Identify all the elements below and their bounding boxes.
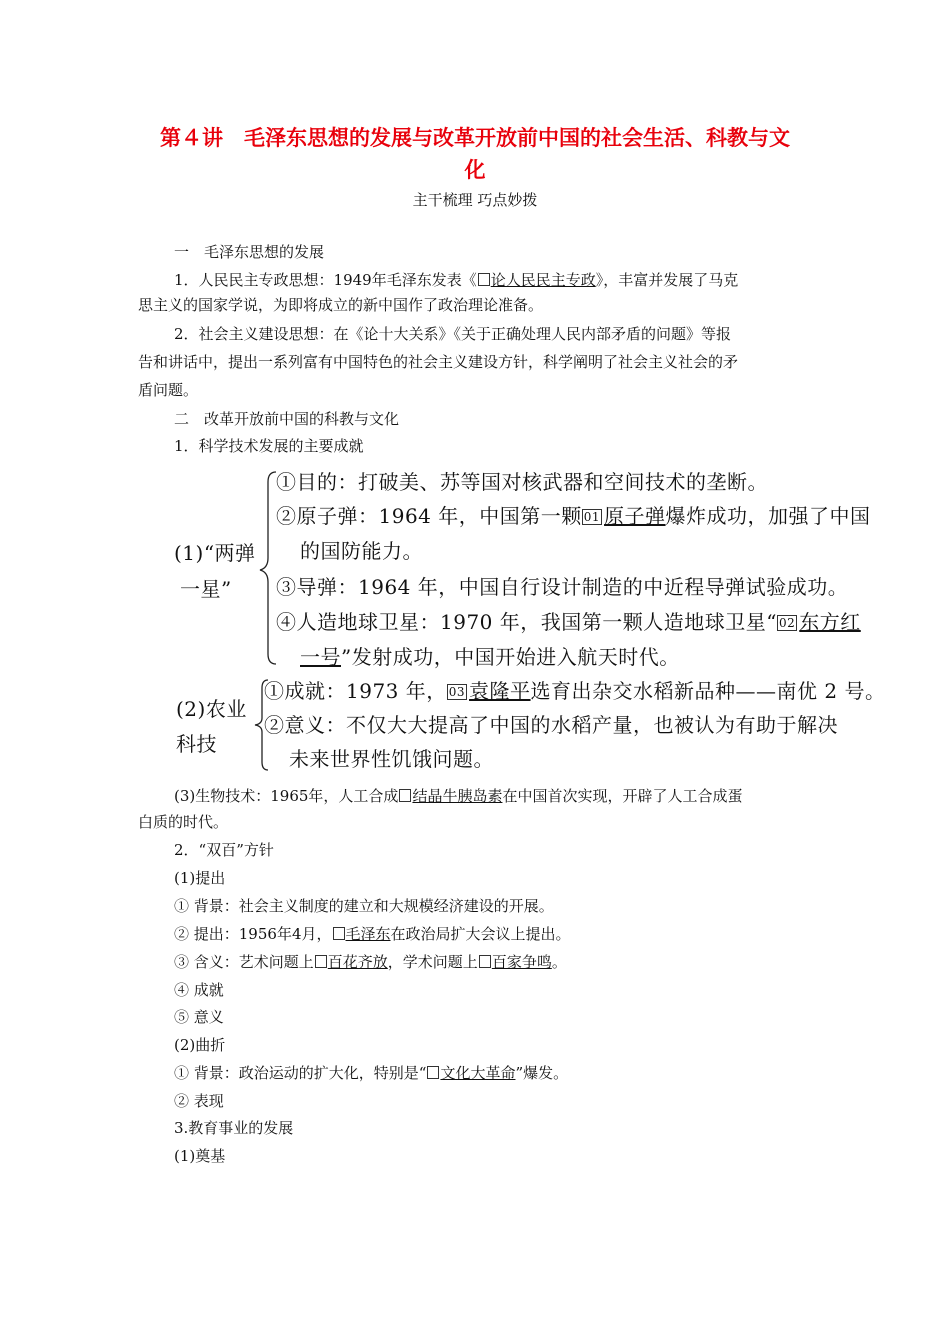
liangdan-item-3: ③导弹：1964 年，中国自行设计制造的中近程导弹试验成功。 — [276, 575, 849, 599]
liangdan-item-4-line-2: 一号”发射成功，中国开始进入航天时代。 — [300, 645, 680, 669]
answer-underlined: 百花齐放 — [327, 953, 388, 971]
blank-number-01: 01 — [583, 510, 601, 524]
paragraph-2-line-1: 2．社会主义建设思想：在《论十大关系》《关于正确处理人民内部矛盾的问题》等报 — [174, 325, 732, 343]
shuangbai-item-1c: ③ 含义：艺术问题上 百花齐放，学术问题上 百家争鸣。 — [174, 953, 567, 971]
agri-label-line-1: (2)农业 — [176, 697, 247, 721]
blank-box-icon — [399, 789, 411, 802]
shuangbai-subheading-1: (1)提出 — [174, 869, 226, 887]
agri-item-2-line-1: ②意义：不仅大大提高了中国的水稻产量，也被认为有助于解决 — [264, 713, 838, 737]
education-heading: 3.教育事业的发展 — [174, 1119, 294, 1137]
paragraph-1-line-2: 思主义的国家学说，为即将成立的新中国作了政治理论准备。 — [138, 296, 544, 314]
shuangbai-item-1a: ① 背景：社会主义制度的建立和大规模经济建设的开展。 — [174, 897, 554, 915]
paragraph-2-line-2: 告和讲话中，提出一系列富有中国特色的社会主义建设方针，科学阐明了社会主义社会的矛 — [138, 353, 739, 371]
blank-box-icon — [315, 955, 327, 968]
section-2-heading: 二 改革开放前中国的科教与文化 — [174, 410, 400, 428]
shuangbai-item-2b: ② 表现 — [174, 1092, 224, 1110]
answer-underlined: 袁隆平 — [469, 679, 531, 703]
agri-item-2-line-2: 未来世界性饥饿问题。 — [289, 747, 494, 771]
paragraph-2-line-3: 盾问题。 — [138, 381, 199, 399]
answer-underlined: 论人民民主专政 — [490, 271, 596, 289]
liangdan-item-2-line-1: ②原子弹：1964 年，中国第一颗 01 原子弹爆炸成功，加强了中国 — [276, 504, 871, 528]
shuangbai-item-1e: ⑤ 意义 — [174, 1008, 224, 1026]
lesson-title — [120, 122, 830, 186]
answer-underlined: 结晶牛胰岛素 — [412, 787, 503, 805]
answer-underlined: 东方红 — [799, 610, 861, 634]
paragraph-1-line-1: 1．人民民主专政思想：1949年毛泽东发表《 论人民民主专政》，丰富并发展了马克 — [174, 271, 739, 289]
title-line-2: 化 — [464, 158, 486, 182]
shuangbai-item-2a: ① 背景：政治运动的扩大化，特别是“ 文化大革命”爆发。 — [174, 1064, 569, 1082]
blank-number-02: 02 — [778, 616, 796, 630]
bio-line-1: (3)生物技术：1965年，人工合成 结晶牛胰岛素在中国首次实现，开辟了人工合成蛋 — [174, 787, 743, 805]
blank-box-icon — [427, 1066, 439, 1079]
blank-number-03: 03 — [448, 685, 466, 699]
subtitle: 主干梳理 巧点妙拨 — [412, 191, 538, 209]
shuangbai-item-1d: ④ 成就 — [174, 981, 224, 999]
blank-box-icon — [478, 273, 490, 286]
answer-underlined: 百家争鸣 — [491, 953, 552, 971]
education-item-1: (1)奠基 — [174, 1147, 226, 1165]
liangdan-item-4-line-1: ④人造地球卫星：1970 年，我国第一颗人造地球卫星“ 02 东方红 — [276, 610, 861, 634]
liangdan-item-2-line-2: 的国防能力。 — [300, 539, 423, 563]
liangdan-label-line-2: 一星” — [180, 577, 232, 601]
curly-brace-icon — [256, 470, 278, 666]
answer-underlined: 原子弹 — [604, 504, 666, 528]
shuangbai-item-1b: ② 提出：1956年4月， 毛泽东在政治局扩大会议上提出。 — [174, 925, 571, 943]
agri-item-1: ①成就：1973 年， 03 袁隆平选育出杂交水稻新品种——南优 2 号。 — [264, 679, 886, 703]
liangdan-label-line-1: (1)“两弹 — [174, 541, 256, 565]
bio-line-2: 白质的时代。 — [138, 813, 229, 831]
agri-label-line-2: 科技 — [176, 732, 217, 756]
answer-underlined: 一号 — [300, 645, 341, 669]
answer-underlined: 毛泽东 — [345, 925, 391, 943]
shuangbai-heading: 2．“双百”方针 — [174, 841, 274, 859]
answer-underlined: 文化大革命 — [440, 1064, 516, 1082]
section-2-item-1: 1．科学技术发展的主要成就 — [174, 437, 364, 455]
blank-box-icon — [333, 927, 345, 940]
section-1-heading: 一 毛泽东思想的发展 — [174, 243, 325, 261]
title-line-1: 第４讲 毛泽东思想的发展与改革开放前中国的社会生活、科教与文 — [160, 126, 790, 150]
shuangbai-subheading-2: (2)曲折 — [174, 1036, 226, 1054]
blank-box-icon — [479, 955, 491, 968]
liangdan-item-1: ①目的：打破美、苏等国对核武器和空间技术的垄断。 — [276, 470, 768, 494]
